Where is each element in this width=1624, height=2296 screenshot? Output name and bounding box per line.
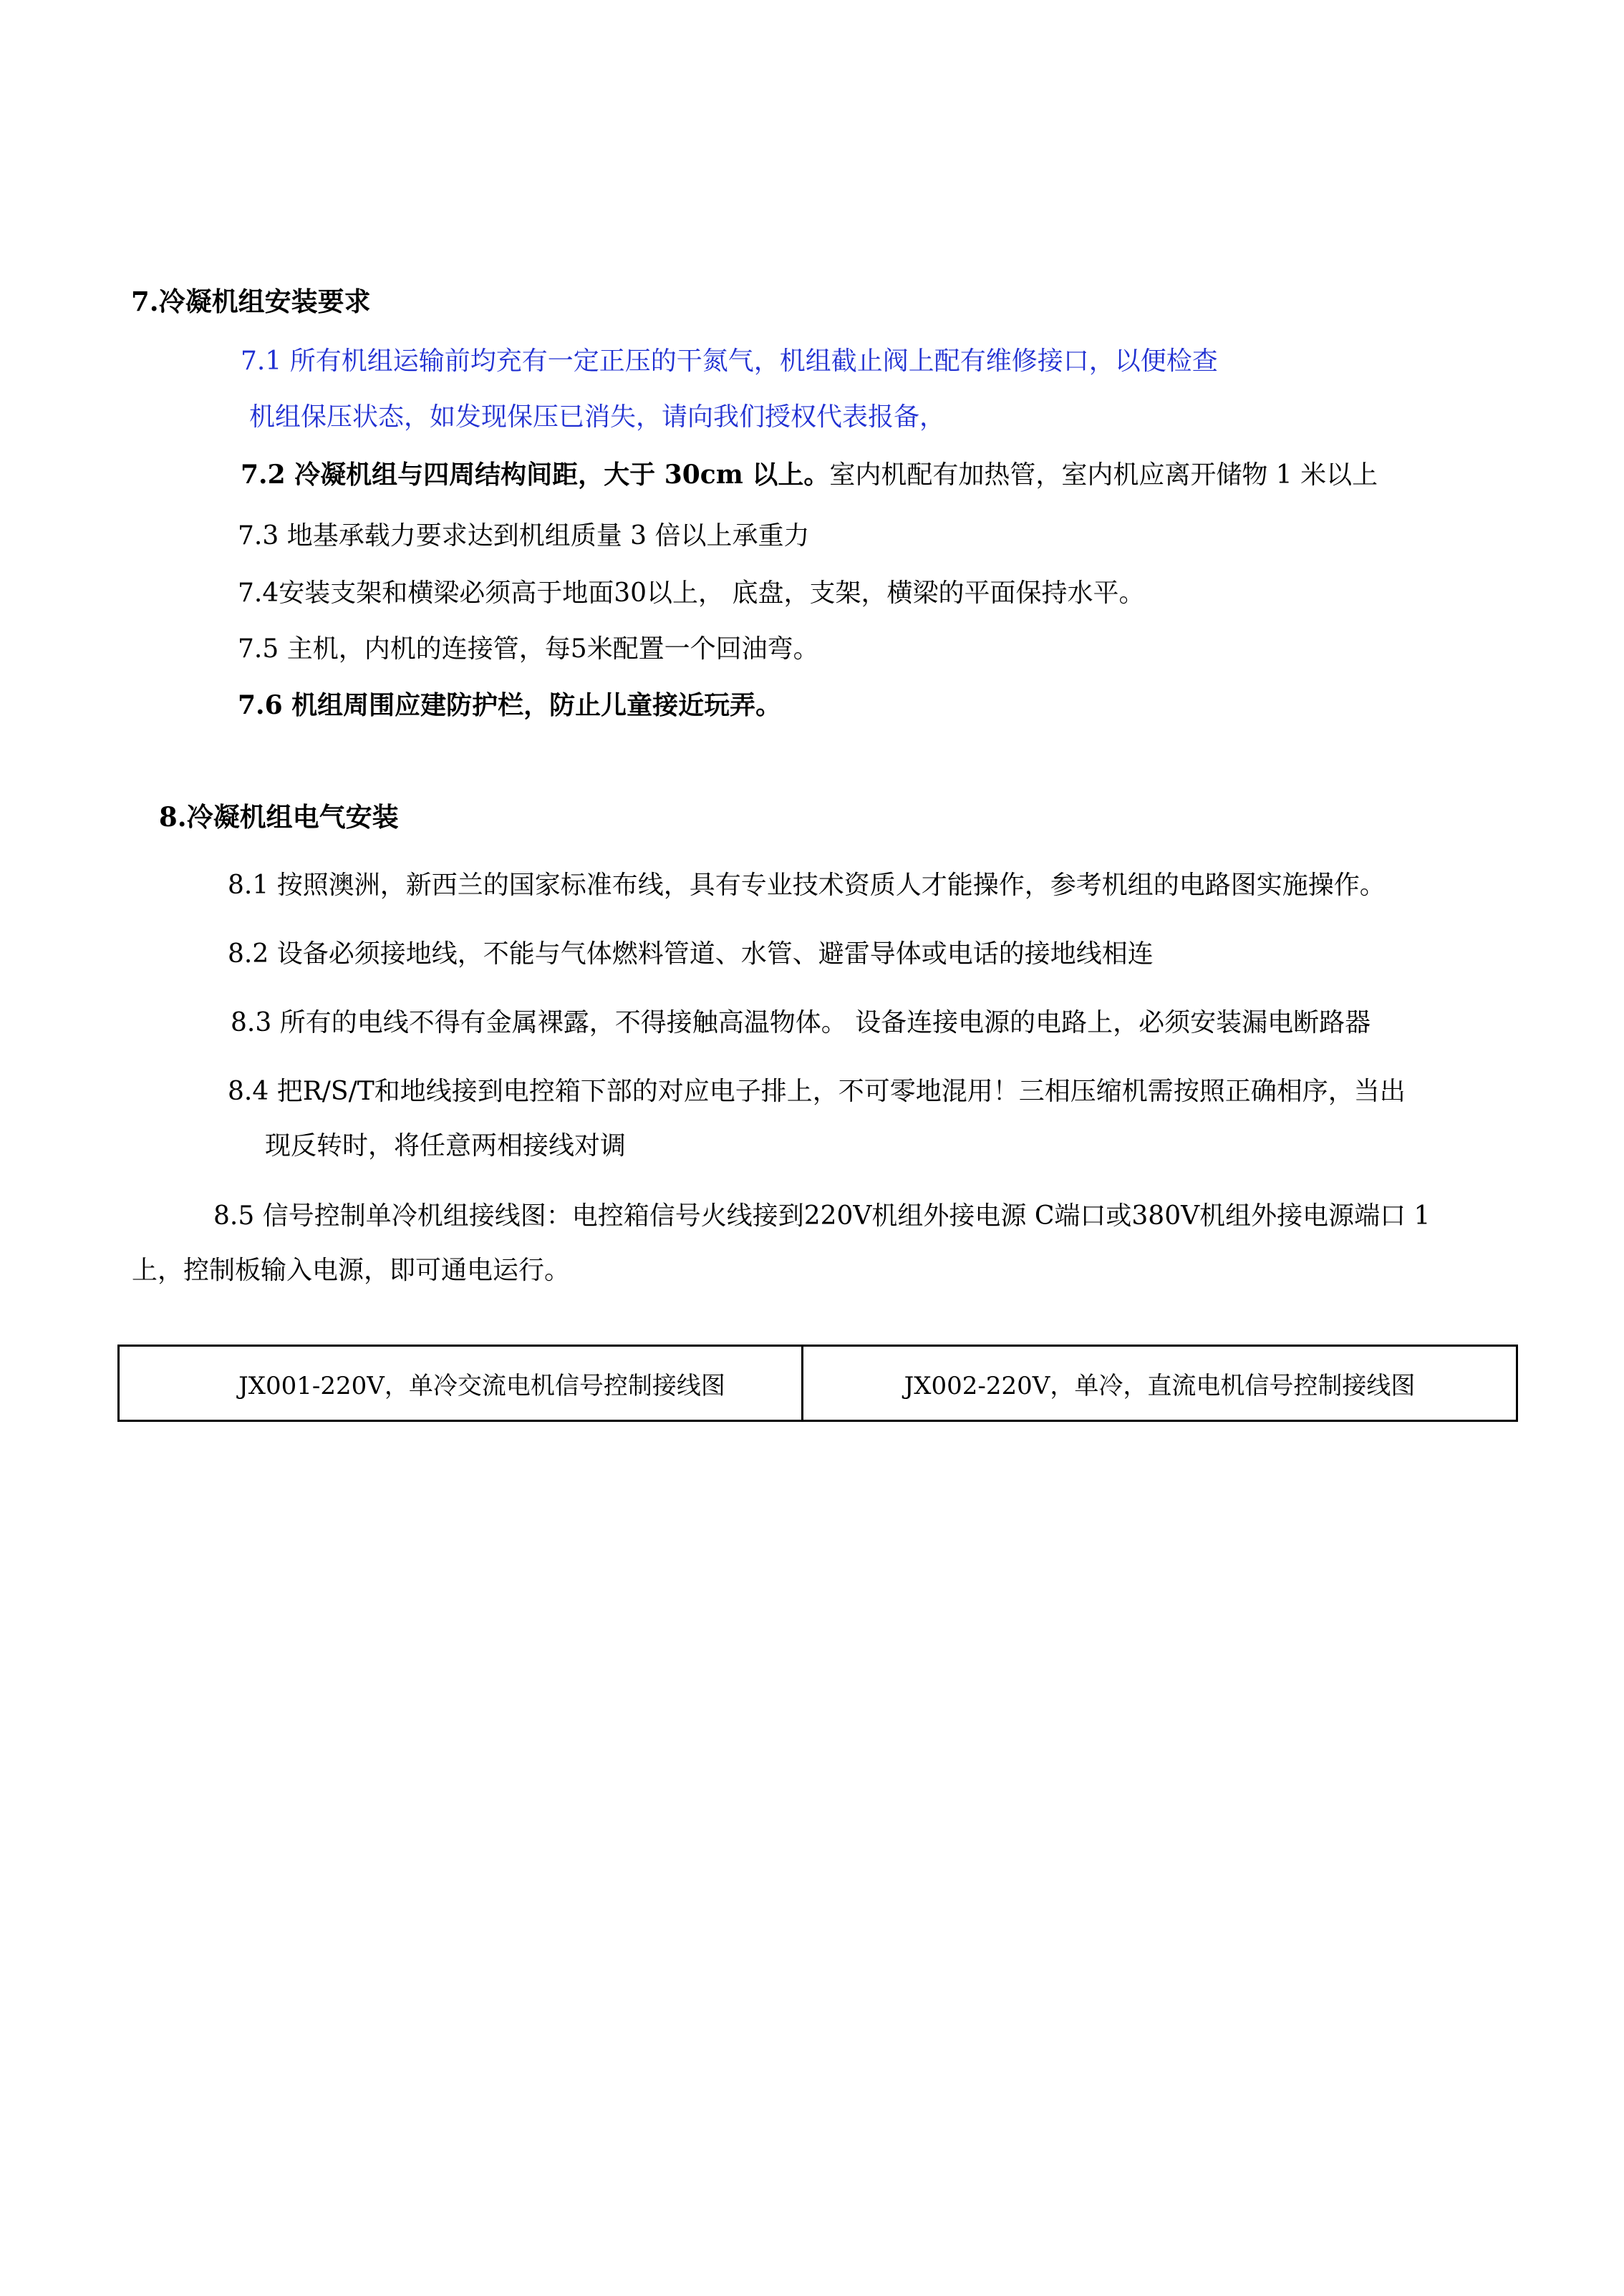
item-8-4-line-1: 8.4 把R/S/T和地线接到电控箱下部的对应电子排上，不可零地混用！三相压缩机需按照正确相序，当出: [228, 1077, 1406, 1106]
item-8-2: 8.2 设备必须接地线，不能与气体燃料管道、水管、避雷导体或电话的接地线相连: [228, 939, 1154, 969]
item-8-5-line-2: 上，控制板输入电源，即可通电运行。: [132, 1256, 571, 1285]
item-7-5: 7.5 主机，内机的连接管，每5米配置一个回油弯。: [238, 634, 819, 664]
item-7-3: 7.3 地基承载力要求达到机组质量 3 倍以上承重力: [238, 521, 810, 551]
section-7-heading: 7.冷凝机组安装要求: [131, 286, 371, 317]
item-7-1-line-1: 7.1 所有机组运输前均充有一定正压的干氮气，机组截止阀上配有维修接口，以便检查: [241, 347, 1218, 376]
item-8-1: 8.1 按照澳洲，新西兰的国家标准布线，具有专业技术资质人才能操作，参考机组的电路图实施操作。: [228, 871, 1386, 900]
item-8-3: 8.3 所有的电线不得有金属裸露，不得接触高温物体。 设备连接电源的电路上，必须安装漏电断路器: [231, 1008, 1371, 1037]
item-7-4: 7.4安装支架和横梁必须高于地面30以上， 底盘，支架，横梁的平面保持水平。: [238, 578, 1145, 608]
section-8-heading: 8.冷凝机组电气安装: [159, 801, 399, 833]
item-7-1-line-2: 机组保压状态，如发现保压已消失，请向我们授权代表报备，: [249, 402, 946, 432]
item-8-5-line-1: 8.5 信号控制单冷机组接线图：电控箱信号火线接到220V机组外接电源 C端口或380V机组外接电源端口 1: [213, 1201, 1431, 1231]
item-7-2-text: 室内机配有加热管，室内机应离开储物 1 米以上: [829, 460, 1378, 490]
item-7-2-bold-text: 7.2 冷凝机组与四周结构间距，大于 30cm 以上。: [241, 460, 830, 490]
item-7-6: 7.6 机组周围应建防护栏，防止儿童接近玩弄。: [238, 690, 782, 720]
item-8-4-line-2: 现反转时，将任意两相接线对调: [265, 1131, 627, 1161]
table-cell-jx002: JX002-220V，单冷，直流电机信号控制接线图: [904, 1371, 1416, 1400]
item-7-2: [241, 458, 1378, 492]
wiring-diagram-table: [117, 1345, 1518, 1422]
table-cell-jx001: JX001-220V，单冷交流电机信号控制接线图: [120, 1347, 803, 1420]
